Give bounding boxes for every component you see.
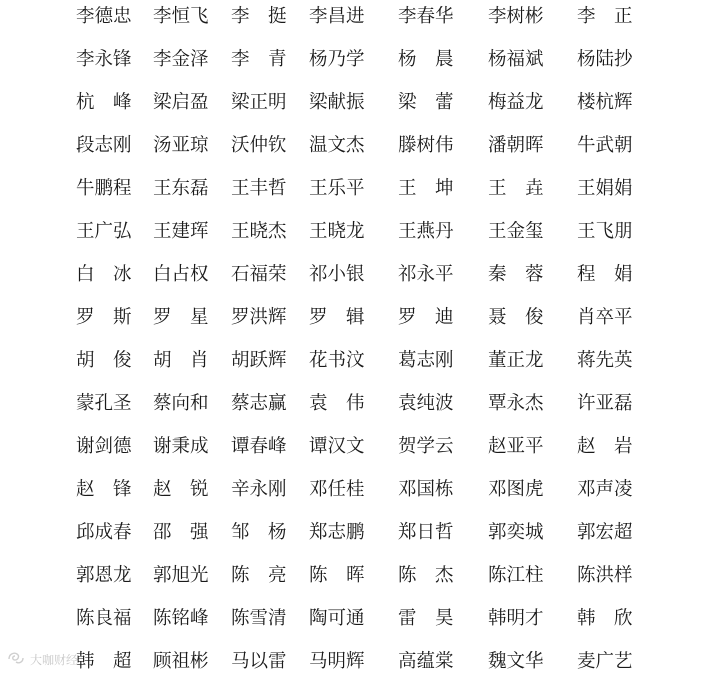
name-cell: 梁启盈 — [153, 92, 209, 113]
name-row — [0, 215, 711, 258]
name-cell: 谭汉文 — [309, 436, 365, 457]
name-cell: 覃永杰 — [488, 393, 544, 414]
name-cell: 胡 俊 — [76, 350, 132, 371]
name-cell: 蒋先英 — [577, 350, 633, 371]
name-cell: 陈江柱 — [488, 565, 544, 586]
name-cell: 陈洪样 — [577, 565, 633, 586]
name-row — [0, 129, 711, 172]
name-cell: 李 正 — [577, 6, 633, 27]
name-cell: 王飞朋 — [577, 221, 633, 242]
name-cell: 韩明才 — [488, 608, 544, 629]
name-row — [0, 172, 711, 215]
name-cell: 胡跃辉 — [231, 350, 287, 371]
name-cell: 肖卒平 — [577, 307, 633, 328]
name-row — [0, 258, 711, 301]
name-cell: 陈 杰 — [398, 565, 454, 586]
name-row — [0, 602, 711, 645]
name-cell: 谭春峰 — [231, 436, 287, 457]
name-cell: 段志刚 — [76, 135, 132, 156]
name-cell: 花书汶 — [309, 350, 365, 371]
name-row — [0, 387, 711, 430]
name-cell: 陈 亮 — [231, 565, 287, 586]
name-cell: 邓图虎 — [488, 479, 544, 500]
name-cell: 罗洪辉 — [231, 307, 287, 328]
name-cell: 谢秉成 — [153, 436, 209, 457]
name-row — [0, 344, 711, 387]
name-row — [0, 0, 711, 43]
name-cell: 李 青 — [231, 49, 287, 70]
name-cell: 王晓杰 — [231, 221, 287, 242]
name-cell: 贺学云 — [398, 436, 454, 457]
name-cell: 赵亚平 — [488, 436, 544, 457]
name-cell: 郭宏超 — [577, 522, 633, 543]
name-cell: 赵 锐 — [153, 479, 209, 500]
name-cell: 郭旭光 — [153, 565, 209, 586]
name-cell: 牛鹏程 — [76, 178, 132, 199]
name-row — [0, 301, 711, 344]
name-cell: 沃仲钦 — [231, 135, 287, 156]
name-cell: 辛永刚 — [231, 479, 287, 500]
name-cell: 李恒飞 — [153, 6, 209, 27]
name-cell: 李树彬 — [488, 6, 544, 27]
name-row — [0, 86, 711, 129]
name-cell: 祁小银 — [309, 264, 365, 285]
name-cell: 韩 超 — [76, 651, 132, 672]
name-cell: 魏文华 — [488, 651, 544, 672]
name-cell: 滕树伟 — [398, 135, 454, 156]
name-cell: 白 冰 — [76, 264, 132, 285]
name-cell: 牛武朝 — [577, 135, 633, 156]
name-cell: 白占权 — [153, 264, 209, 285]
name-cell: 赵 岩 — [577, 436, 633, 457]
name-cell: 马以雷 — [231, 651, 287, 672]
name-cell: 袁 伟 — [309, 393, 365, 414]
name-cell: 邱成春 — [76, 522, 132, 543]
name-cell: 梅益龙 — [488, 92, 544, 113]
name-row — [0, 473, 711, 516]
name-cell: 梁 蕾 — [398, 92, 454, 113]
name-cell: 石福荣 — [231, 264, 287, 285]
name-cell: 王乐平 — [309, 178, 365, 199]
name-cell: 聂 俊 — [488, 307, 544, 328]
name-cell: 杨乃学 — [309, 49, 365, 70]
name-cell: 高蕴棠 — [398, 651, 454, 672]
name-cell: 陈良福 — [76, 608, 132, 629]
name-row — [0, 43, 711, 86]
name-cell: 杨福斌 — [488, 49, 544, 70]
name-cell: 郑志鹏 — [309, 522, 365, 543]
name-cell: 李春华 — [398, 6, 454, 27]
name-cell: 王娟娟 — [577, 178, 633, 199]
name-cell: 郭恩龙 — [76, 565, 132, 586]
name-cell: 胡 肖 — [153, 350, 209, 371]
name-cell: 蒙孔圣 — [76, 393, 132, 414]
name-cell: 王东磊 — [153, 178, 209, 199]
name-cell: 郑日哲 — [398, 522, 454, 543]
name-cell: 邓任桂 — [309, 479, 365, 500]
name-cell: 温文杰 — [309, 135, 365, 156]
name-cell: 李金泽 — [153, 49, 209, 70]
name-cell: 董正龙 — [488, 350, 544, 371]
name-cell: 王 坤 — [398, 178, 454, 199]
name-cell: 顾祖彬 — [153, 651, 209, 672]
name-cell: 葛志刚 — [398, 350, 454, 371]
name-cell: 罗 星 — [153, 307, 209, 328]
name-cell: 祁永平 — [398, 264, 454, 285]
name-cell: 韩 欣 — [577, 608, 633, 629]
name-cell: 王 垚 — [488, 178, 544, 199]
name-cell: 麦广艺 — [577, 651, 633, 672]
name-cell: 王建珲 — [153, 221, 209, 242]
name-cell: 雷 昊 — [398, 608, 454, 629]
logo-icon — [6, 650, 26, 668]
name-cell: 邓国栋 — [398, 479, 454, 500]
name-row — [0, 516, 711, 559]
name-cell: 陈铭峰 — [153, 608, 209, 629]
name-cell: 李德忠 — [76, 6, 132, 27]
name-cell: 邵 强 — [153, 522, 209, 543]
name-cell: 杨 晨 — [398, 49, 454, 70]
name-cell: 王丰哲 — [231, 178, 287, 199]
name-cell: 王晓龙 — [309, 221, 365, 242]
name-cell: 王广弘 — [76, 221, 132, 242]
name-row — [0, 430, 711, 473]
name-cell: 潘朝晖 — [488, 135, 544, 156]
name-cell: 许亚磊 — [577, 393, 633, 414]
name-cell: 陈 晖 — [309, 565, 365, 586]
name-cell: 蔡志赢 — [231, 393, 287, 414]
name-cell: 李昌进 — [309, 6, 365, 27]
name-cell: 陈雪清 — [231, 608, 287, 629]
name-cell: 杨陆抄 — [577, 49, 633, 70]
name-cell: 楼杭辉 — [577, 92, 633, 113]
name-cell: 汤亚琼 — [153, 135, 209, 156]
name-cell: 陶可通 — [309, 608, 365, 629]
name-cell: 梁献振 — [309, 92, 365, 113]
name-cell: 秦 蓉 — [488, 264, 544, 285]
name-cell: 邓声凌 — [577, 479, 633, 500]
name-cell: 罗 斯 — [76, 307, 132, 328]
name-cell: 蔡向和 — [153, 393, 209, 414]
watermark-text: 大咖财经 — [30, 652, 79, 667]
name-cell: 谢剑德 — [76, 436, 132, 457]
name-cell: 马明辉 — [309, 651, 365, 672]
name-cell: 邹 杨 — [231, 522, 287, 543]
name-cell: 郭奕城 — [488, 522, 544, 543]
name-cell: 李 挺 — [231, 6, 287, 27]
name-cell: 赵 锋 — [76, 479, 132, 500]
name-cell: 杭 峰 — [76, 92, 132, 113]
name-cell: 王燕丹 — [398, 221, 454, 242]
name-cell: 程 娟 — [577, 264, 633, 285]
name-cell: 李永锋 — [76, 49, 132, 70]
name-cell: 罗 迪 — [398, 307, 454, 328]
name-cell: 王金玺 — [488, 221, 544, 242]
name-row — [0, 645, 711, 688]
watermark — [6, 646, 78, 672]
name-cell: 罗 辑 — [309, 307, 365, 328]
name-cell: 梁正明 — [231, 92, 287, 113]
name-cell: 袁纯波 — [398, 393, 454, 414]
name-row — [0, 559, 711, 602]
